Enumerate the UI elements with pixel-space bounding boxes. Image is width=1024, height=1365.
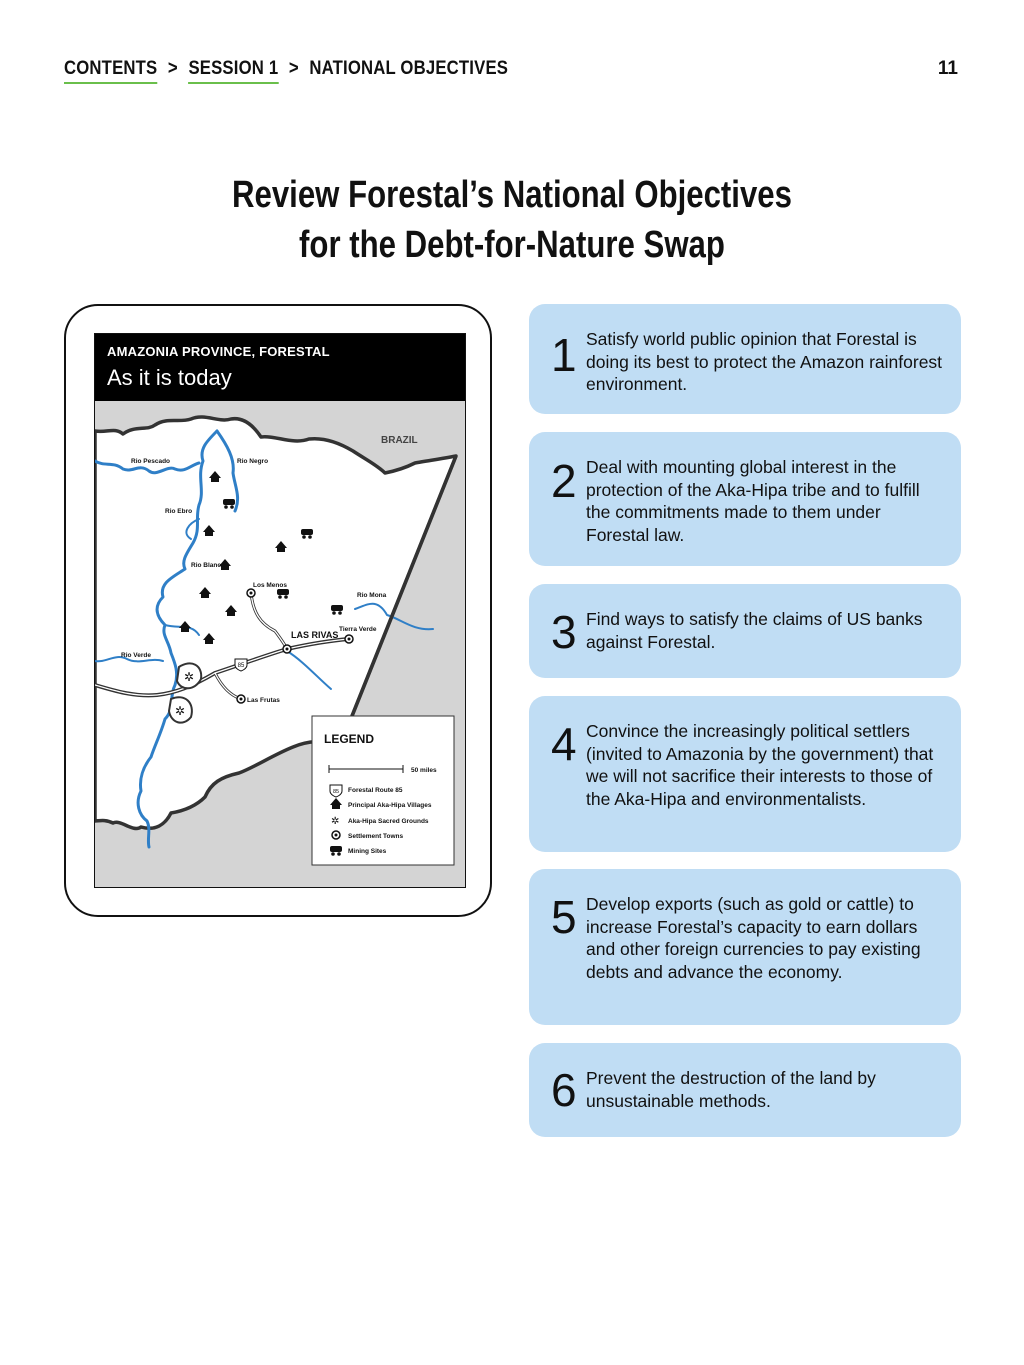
breadcrumb [64, 58, 508, 84]
breadcrumb-current: NATIONAL OBJECTIVES [309, 58, 509, 79]
objective-number: 3 [551, 606, 577, 658]
legend-title: LEGEND [324, 732, 375, 746]
objective-text: Convince the increasingly political settlers (invited to Amazonia by the government) that we will not sacrifice their interests to those of the Aka-Hipa and environmentalists. [586, 721, 934, 809]
town-marker [283, 645, 291, 653]
breadcrumb-contents-link[interactable]: CONTENTS [64, 58, 157, 84]
sacred-ground-icon: ✲ [184, 670, 195, 684]
objective-number: 1 [551, 329, 577, 381]
legend-item: Aka-Hipa Sacred Grounds [348, 818, 429, 825]
label-rio-blanco: Rio Blanco [191, 562, 225, 569]
page-title-line-1: Review Forestal’s National Objectives [232, 174, 792, 216]
map-region-label: AMAZONIA PROVINCE, FORESTAL [107, 344, 330, 359]
breadcrumb-separator: > [167, 58, 178, 79]
objective-card [529, 432, 961, 566]
label-las-frutas: Las Frutas [247, 697, 280, 704]
objective-card [529, 1043, 961, 1137]
route-shield [235, 659, 247, 671]
label-rio-verde: Rio Verde [121, 652, 151, 659]
label-brazil: BRAZIL [381, 435, 418, 446]
svg-text:85: 85 [332, 789, 340, 795]
objective-text: Develop exports (such as gold or cattle) to increase Forestal’s capacity to earn dollars and other foreign currencies to pay existing debts and advance the economy. [586, 894, 921, 982]
objective-text: Deal with mounting global interest in the protection of the Aka-Hipa tribe and to fulfill the commitments made to them under Forestal law. [586, 457, 920, 545]
province-map [95, 401, 465, 888]
legend-sacred-icon: ✲ [331, 816, 340, 827]
map-legend [312, 716, 454, 865]
page-title-line-2: for the Debt-for-Nature Swap [299, 224, 725, 266]
label-rio-mona: Rio Mona [357, 592, 387, 599]
label-rio-negro: Rio Negro [237, 458, 269, 465]
town-marker [237, 695, 245, 703]
legend-route-icon [330, 785, 342, 797]
objective-card [529, 584, 961, 678]
objective-number: 2 [551, 455, 577, 507]
label-rio-pescado: Rio Pescado [131, 458, 171, 465]
objective-card [529, 869, 961, 1025]
objective-number: 4 [551, 718, 577, 770]
map-header [95, 334, 465, 401]
label-rio-ebro: Rio Ebro [165, 508, 193, 515]
label-los-menos: Los Menos [253, 582, 287, 589]
objective-number: 5 [551, 891, 577, 943]
page-number: 11 [937, 58, 958, 79]
label-tierra-verde: Tierra Verde [339, 626, 377, 633]
legend-item: Forestal Route 85 [348, 787, 403, 794]
legend-item: Settlement Towns [348, 833, 404, 840]
legend-item: Mining Sites [348, 848, 387, 855]
objective-text: Find ways to satisfy the claims of US banks against Forestal. [586, 609, 923, 652]
town-marker [345, 635, 353, 643]
label-las-rivas: LAS RIVAS [291, 630, 339, 640]
legend-town-icon [332, 831, 340, 839]
legend-scale: 50 miles [411, 767, 437, 774]
svg-text:85: 85 [237, 663, 245, 669]
legend-item: Principal Aka-Hipa Villages [348, 802, 432, 809]
breadcrumb-session-link[interactable]: SESSION 1 [188, 58, 278, 84]
map-panel [94, 333, 466, 888]
objective-card [529, 696, 961, 852]
town-marker [247, 589, 255, 597]
objective-number: 6 [551, 1064, 577, 1116]
map-subtitle: As it is today [107, 365, 232, 390]
sacred-ground-icon: ✲ [175, 704, 186, 718]
objective-card [529, 304, 961, 414]
breadcrumb-separator: > [288, 58, 299, 79]
page-title [92, 170, 932, 270]
objective-text: Prevent the destruction of the land by unsustainable methods. [586, 1068, 876, 1111]
objective-text: Satisfy world public opinion that Forestal is doing its best to protect the Amazon rainforest environment. [586, 329, 943, 395]
